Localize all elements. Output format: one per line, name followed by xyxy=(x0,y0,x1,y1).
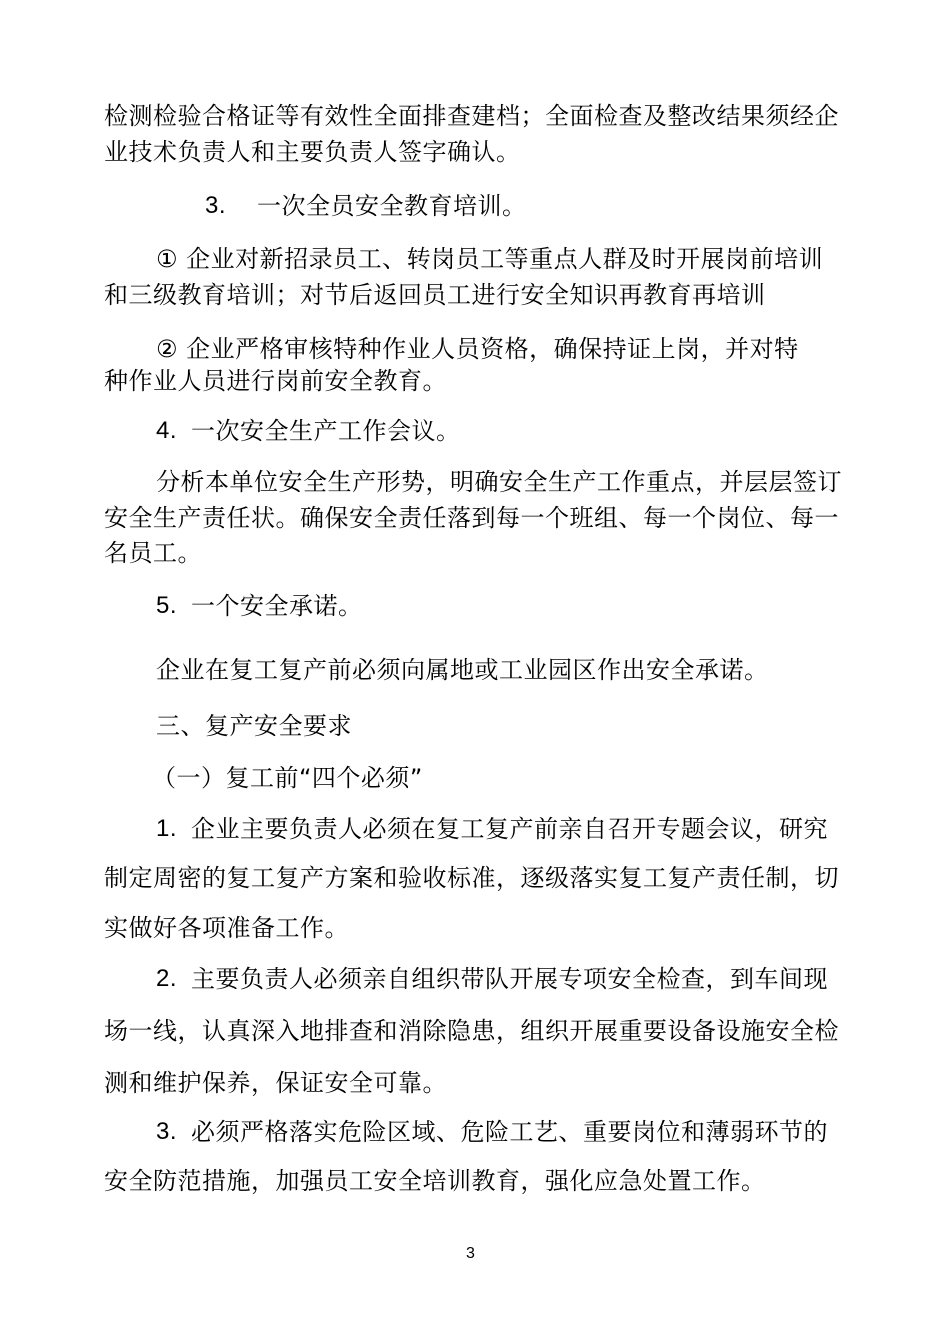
text-line: 业技术负责人和主要负责人签字确认。 xyxy=(104,138,521,166)
text-line: 实做好各项准备工作。 xyxy=(104,914,349,942)
item-number: 2. xyxy=(156,965,178,992)
text-line: ① 企业对新招录员工、转岗员工等重点人群及时开展岗前培训 xyxy=(156,245,824,273)
text-line: 安全生产责任状。确保安全责任落到每一个班组、每一个岗位、每一 xyxy=(104,504,839,532)
text-line: 制定周密的复工复产方案和验收标准，逐级落实复工复产责任制，切 xyxy=(104,864,839,892)
subsection-heading: （一）复工前“四个必须” xyxy=(152,764,423,792)
text-line: ② 企业严格审核特种作业人员资格，确保持证上岗，并对特 xyxy=(156,335,799,363)
text-line: 分析本单位安全生产形势，明确安全生产工作重点，并层层签订 xyxy=(156,468,842,496)
item-number: 3. xyxy=(156,1118,178,1145)
item-number: 3. xyxy=(205,192,227,219)
text-line: 必须严格落实危险区域、危险工艺、重要岗位和薄弱环节的 xyxy=(191,1118,828,1146)
text-line: 检测检验合格证等有效性全面排查建档；全面检查及整改结果须经企 xyxy=(104,102,839,130)
text-line: 安全防范措施，加强员工安全培训教育，强化应急处置工作。 xyxy=(104,1167,766,1195)
item-number: 4. xyxy=(156,417,178,444)
text-line: 场一线，认真深入地排查和消除隐患，组织开展重要设备设施安全检 xyxy=(104,1017,839,1045)
text-line: 企业主要负责人必须在复工复产前亲自召开专题会议，研究 xyxy=(191,815,828,843)
text-line: 测和维护保养，保证安全可靠。 xyxy=(104,1069,447,1097)
item-heading: 一次全员安全教育培训。 xyxy=(257,192,527,220)
item-heading: 一个安全承诺。 xyxy=(191,592,363,620)
text-line: 和三级教育培训；对节后返回员工进行安全知识再教育再培训 xyxy=(104,281,766,309)
section-heading: 三、复产安全要求 xyxy=(156,712,352,740)
text-line: 企业在复工复产前必须向属地或工业园区作出安全承诺。 xyxy=(156,656,769,684)
text-line: 主要负责人必须亲自组织带队开展专项安全检查，到车间现 xyxy=(191,965,828,993)
item-number: 5. xyxy=(156,592,178,619)
text-line: 种作业人员进行岗前安全教育。 xyxy=(104,367,447,395)
text-line: 名员工。 xyxy=(104,539,202,567)
page-number: 3 xyxy=(466,1245,475,1262)
item-number: 1. xyxy=(156,815,178,842)
item-heading: 一次安全生产工作会议。 xyxy=(191,417,461,445)
